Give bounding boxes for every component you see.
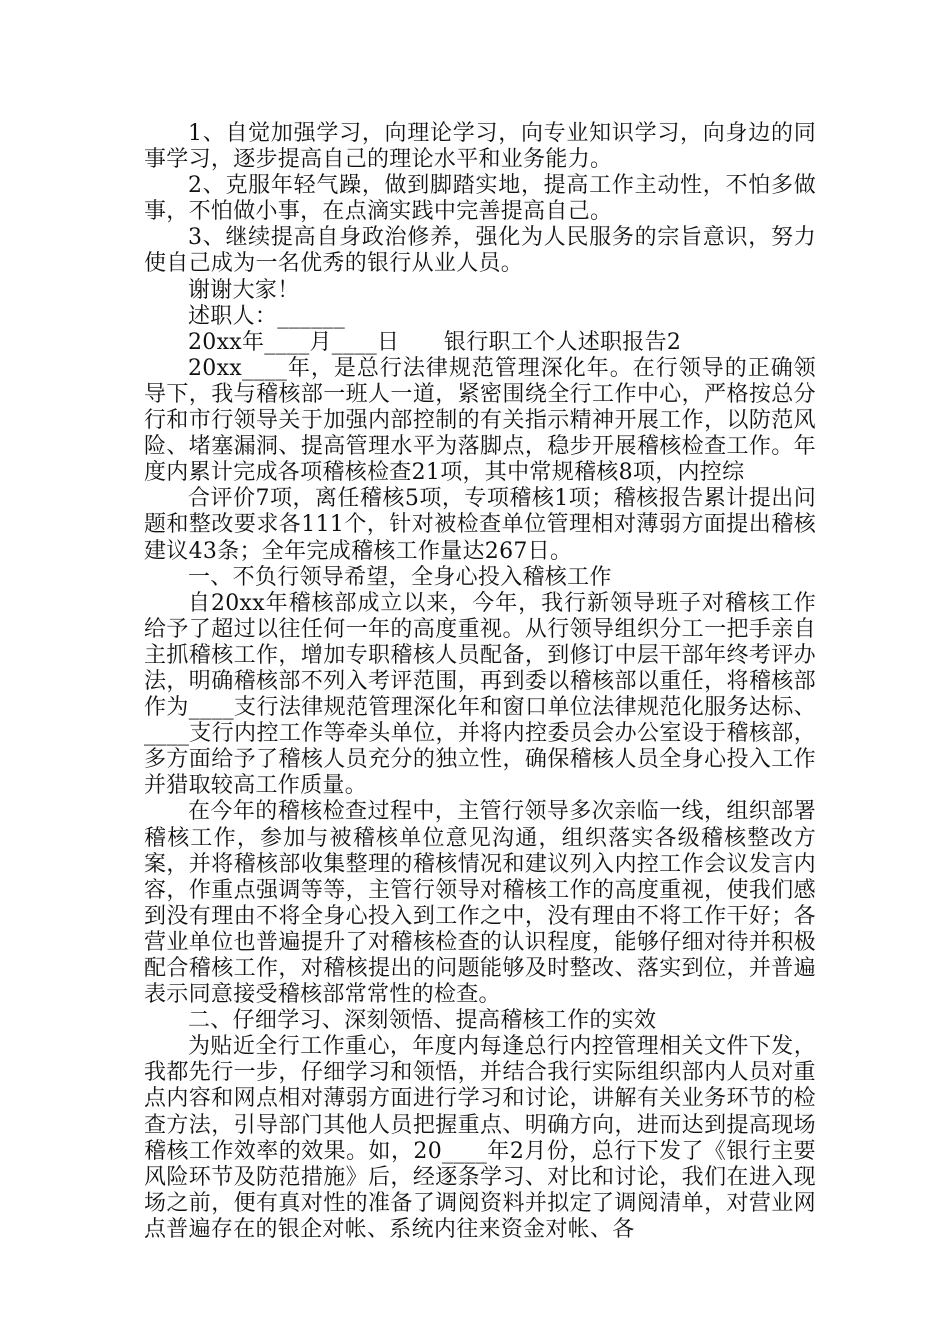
paragraph-politics: 3、继续提高自身政治修养，强化为人民服务的宗旨意识，努力使自己成为一名优秀的银行从业人员。 bbox=[144, 225, 816, 277]
paragraph-overcome: 2、克服年轻气躁，做到脚踏实地，提高工作主动性，不怕多做事，不怕做小事，在点滴实践中完善提高自己。 bbox=[144, 173, 816, 225]
paragraph-study: 1、自觉加强学习，向理论学习，向专业知识学习，向身边的同事学习，逐步提高自己的理论水平和业务能力。 bbox=[144, 121, 816, 173]
paragraph-reporter: 述职人：______ bbox=[188, 303, 346, 329]
section-heading-1: 一、不负行领导希望，全身心投入稽核工作 bbox=[188, 564, 612, 590]
section-heading-2: 二、仔细学习、深刻领悟、提高稽核工作的实效 bbox=[188, 1008, 657, 1034]
paragraph-section1-a: 自20xx年稽核部成立以来，今年，我行新领导班子对稽核工作给予了超过以往任何一年的高度重视。从行领导组织分工一把手亲自主抓稽核工作，增加专职稽核人员配备，到修订中层干部年终考评办法，明确稽核部不列入考评范围，再到委以稽核部以重任，将稽核部作为____支行法律规范管理深化年和窗口单位法律规范化服务达标、____支行内控工作等牵头单位，并将内控委员会办公室设于稽核部，多方面给予了稽核人员充分的独立性，确保稽核人员全身心投入工作并猎取较高工作质量。 bbox=[144, 590, 816, 799]
paragraph-thanks: 谢谢大家！ bbox=[188, 277, 300, 303]
paragraph-summary: 合评价7项，离任稽核5项，专项稽核1项；稽核报告累计提出问题和整改要求各111个，针对被检查单位管理相对薄弱方面提出稽核建议43条；全年完成稽核工作量达267日。 bbox=[144, 486, 816, 564]
paragraph-section2-a: 为贴近全行工作重心，年度内每逢总行内控管理相关文件下发，我都先行一步，仔细学习和领悟，并结合我行实际组织部内人员对重点内容和网点相对薄弱方面进行学习和讨论，讲解有关业务环节的检查方法，引导部门其他人员把握重点、明确方向，进而达到提高现场稽核工作效率的效果。如，20____年2月份，总行下发了《银行主要风险环节及防范措施》后，经逐条学习、对比和讨论，我们在进入现场之前，便有真对性的准备了调阅资料并拟定了调阅清单，对营业网点普遍存在的银企对帐、系统内往来资金对帐、各 bbox=[144, 1034, 816, 1242]
document-body bbox=[144, 121, 816, 1243]
paragraph-intro: 20xx____年，是总行法律规范管理深化年。在行领导的正确领导下，我与稽核部一班人一道，紧密围绕全行工作中心，严格按总分行和市行领导关于加强内部控制的有关指示精神开展工作，以防范风险、堵塞漏洞、提高管理水平为落脚点，稳步开展稽核检查工作。年度内累计完成各项稽核检查21项，其中常规稽核8项，内控综 bbox=[144, 355, 816, 486]
paragraph-date-title: 20xx年____月____日 银行职工个人述职报告2 bbox=[188, 329, 682, 355]
paragraph-section1-b: 在今年的稽核检查过程中，主管行领导多次亲临一线，组织部署稽核工作，参加与被稽核单位意见沟通，组织落实各级稽核整改方案，并将稽核部收集整理的稽核情况和建议列入内控工作会议发言内容，作重点强调等等，主管行领导对稽核工作的高度重视，使我们感到没有理由不将全身心投入到工作之中，没有理由不将工作干好；各营业单位也普遍提升了对稽核检查的认识程度，能够仔细对待并积极配合稽核工作，对稽核提出的问题能够及时整改、落实到位，并普遍表示同意接受稽核部常常性的检查。 bbox=[144, 799, 816, 1008]
